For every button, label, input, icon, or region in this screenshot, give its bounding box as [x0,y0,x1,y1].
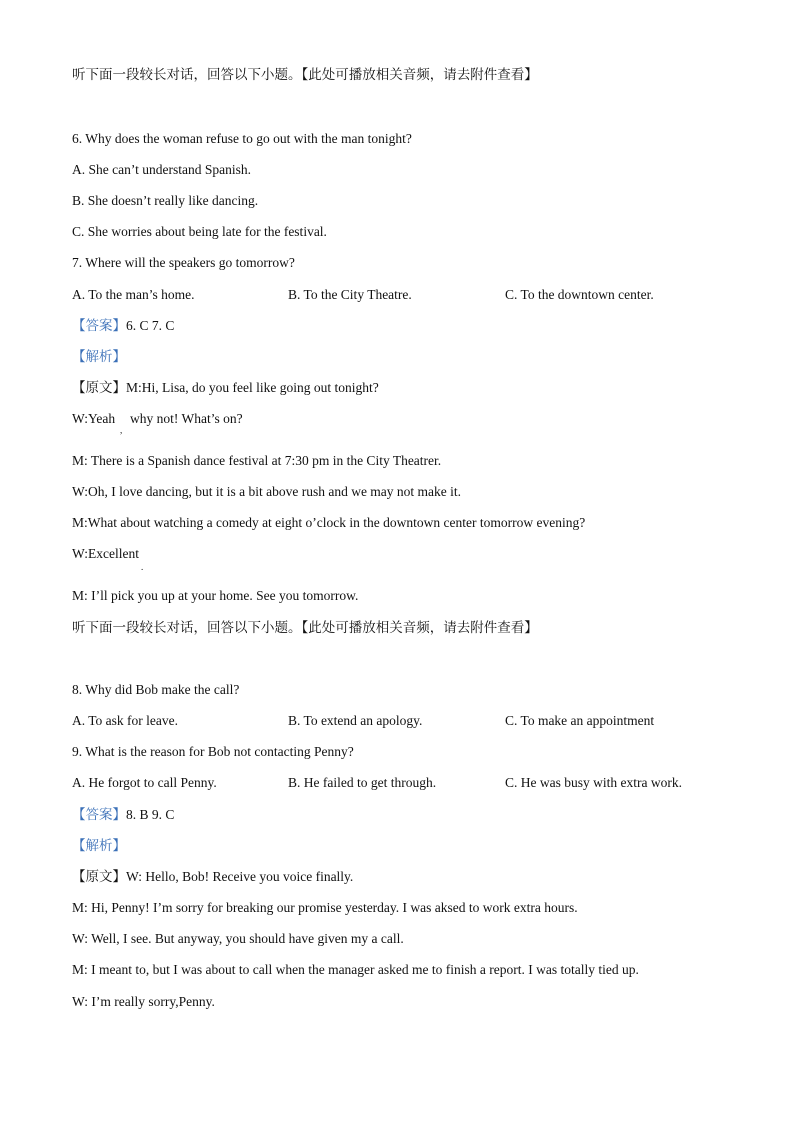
transcript-2-line-4: M: I meant to, but I was about to call when the manager asked me to finish a report. I was totally tied up. [72,962,639,977]
stray-period-mark: . [141,562,144,572]
analysis-block-2 [72,837,126,855]
answer-block-2 [72,806,174,824]
analysis-tag: 【解析】 [72,838,126,854]
transcript-1-line-2-cont: why not! What’s on? [130,411,243,426]
question-7: 7. Where will the speakers go tomorrow? [72,255,295,270]
q8-option-a: A. To ask for leave. [72,713,179,728]
transcript-1-line-5: M:What about watching a comedy at eight o’clock in the downtown center tomorrow evening? [72,515,586,530]
transcript-2-line-2: M: Hi, Penny! I’m sorry for breaking our promise yesterday. I was aksed to work extra hours. [72,900,578,915]
question-6: 6. Why does the woman refuse to go out with the man tonight? [72,131,412,146]
q9-option-c: C. He was busy with extra work. [505,775,682,790]
q6-option-c: C. She worries about being late for the festival. [72,224,327,239]
question-8: 8. Why did Bob make the call? [72,682,240,697]
q7-option-b: B. To the City Theatre. [288,287,412,302]
transcript-tag: 【原文】 [72,869,126,885]
answer-text: 6. C 7. C [126,318,175,333]
q9-option-b: B. He failed to get through. [288,775,437,790]
transcript-1-line-4: W:Oh, I love dancing, but it is a bit above rush and we may not make it. [72,484,462,499]
q8-option-b: B. To extend an apology. [288,713,423,728]
answer-block-1 [72,317,174,335]
stray-comma-mark: , [120,425,123,435]
q7-option-a: A. To the man’s home. [72,287,195,302]
analysis-block-1 [72,348,126,366]
answer-tag: 【答案】 [72,318,126,334]
transcript-2-line-5: W: I’m really sorry,Penny. [72,994,215,1009]
question-9: 9. What is the reason for Bob not contacting Penny? [72,744,354,759]
transcript-2-line-1 [72,868,353,886]
answer-tag: 【答案】 [72,807,126,823]
section-intro-2: 听下面一段较长对话，回答以下小题。【此处可播放相关音频，请去附件查看】 [72,620,538,636]
transcript-2-line-3: W: Well, I see. But anyway, you should have given my a call. [72,931,404,946]
transcript-text: M:Hi, Lisa, do you feel like going out tonight? [126,380,379,395]
analysis-tag: 【解析】 [72,349,126,365]
transcript-text: W: Hello, Bob! Receive you voice finally. [126,869,354,884]
transcript-1-line-2 [72,410,115,428]
transcript-1-line-1 [72,379,379,397]
transcript-1-line-6: W:Excellent [72,546,139,561]
transcript-1-line-7: M: I’ll pick you up at your home. See you tomorrow. [72,588,359,603]
q6-option-a: A. She can’t understand Spanish. [72,162,251,177]
transcript-1-line-3: M: There is a Spanish dance festival at 7:30 pm in the City Theatrer. [72,453,442,468]
q7-option-c: C. To the downtown center. [505,287,654,302]
q9-option-a: A. He forgot to call Penny. [72,775,217,790]
q8-option-c: C. To make an appointment [505,713,655,728]
section-intro-1: 听下面一段较长对话，回答以下小题。【此处可播放相关音频，请去附件查看】 [72,67,538,83]
transcript-text: W:Yeah [72,411,116,426]
transcript-tag: 【原文】 [72,380,126,396]
answer-text: 8. B 9. C [126,807,175,822]
q6-option-b: B. She doesn’t really like dancing. [72,193,259,208]
